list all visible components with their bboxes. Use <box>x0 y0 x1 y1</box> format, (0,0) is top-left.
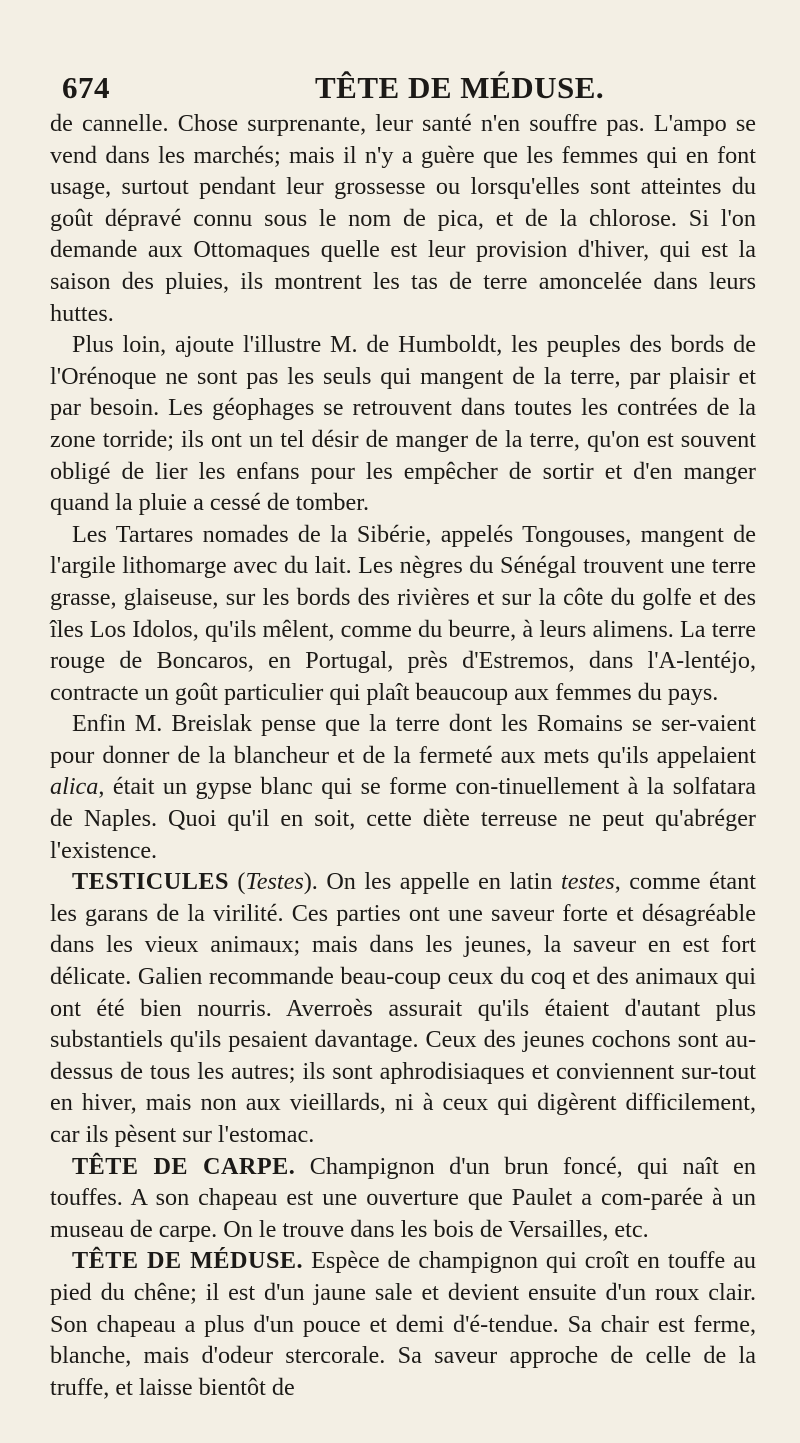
entry-headword: TESTICULES <box>72 868 229 896</box>
paragraph-text: Espèce de champignon qui croît en touffe au pied du chêne; il est d'un jaune sale et devient ensuite d'un roux clair. Son chapeau a plus d'un pouce et demi d'é-tendue. Sa chair est ferme, blanche, mais d'odeur stercorale. Sa saveur approche de celle de la truffe, et laisse bientôt de <box>50 1247 756 1401</box>
paragraph-ottomaques <box>50 108 756 329</box>
paragraph-text: On les appelle en latin <box>326 868 561 896</box>
latin-term: Testes <box>245 868 304 896</box>
italic-term: alica <box>50 773 99 801</box>
entry-tete-de-meduse <box>50 1245 756 1403</box>
paragraph-text: Plus loin, ajoute l'illustre M. de Humboldt, les peuples des bords de l'Orénoque ne sont pas les seuls qui mangent de la terre, par plaisir et par besoin. Les géophages se retrouvent dans toutes les contrées de la zone torride; ils ont un tel désir de manger de la terre, qu'on est souvent obligé de lier les enfans pour les empêcher de sortir et d'en manger quand la pluie a cessé de tomber. <box>50 331 756 517</box>
italic-term: testes <box>560 868 615 896</box>
punctuation: ). <box>303 868 327 896</box>
article-body <box>50 108 756 1403</box>
paragraph-text: de cannelle. Chose surprenante, leur santé n'en souffre pas. L'ampo se vend dans les marchés; mais il n'y a guère que les femmes qui en font usage, surtout pendant leur grossesse ou lorsqu'elles sont atteintes du goût dépravé connu sous le nom de pica, et de la chlorose. Si l'on demande aux Ottomaques quelle est leur provision d'hiver, qui est la saison des pluies, ils montrent les tas de terre amoncelée dans leurs huttes. <box>50 110 756 327</box>
paragraph-text: Enfin M. Breislak pense que la terre dont les Romains se ser-vaient pour donner de la blancheur et de la fermeté aux mets qu'ils appelaient <box>50 710 756 769</box>
punctuation: ( <box>228 868 246 896</box>
entry-headword: TÊTE DE MÉDUSE. <box>72 1247 304 1275</box>
page-number: 674 <box>62 70 110 105</box>
paragraph-tartares <box>50 519 756 709</box>
paragraph-text: Champignon d'un brun foncé, qui naît en touffes. A son chapeau est une ouverture que Paulet a com-parée à un museau de carpe. On le trouve dans les bois de Versailles, etc. <box>50 1152 756 1243</box>
paragraph-breislak <box>50 708 756 866</box>
entry-tete-de-carpe <box>50 1151 756 1246</box>
entry-headword: TÊTE DE CARPE. <box>72 1152 296 1180</box>
paragraph-text: , était un gypse blanc qui se forme con-tinuellement à la solfatara de Naples. Quoi qu'il en soit, cette diète terreuse ne peut qu'abréger l'existence. <box>50 773 756 864</box>
running-head <box>50 70 756 106</box>
running-title: TÊTE DE MÉDUSE. <box>315 70 605 105</box>
entry-testicules <box>50 866 756 1150</box>
paragraph-humboldt <box>50 329 756 519</box>
paragraph-text: , comme étant les garans de la virilité. Ces parties ont une saveur forte et désagréable dans les vieux animaux; mais dans les jeunes, la saveur en est fort délicate. Galien recommande beau-coup ceux du coq et des animaux qui ont été bien nourris. Averroès assurait qu'ils étaient d'autant plus substantiels qu'ils pesaient davantage. Ceux des jeunes cochons sont au-dessus de tous les autres; ils sont aphrodisiaques et conviennent sur-tout en hiver, mais non aux vieillards, ni à ceux qui digèrent difficilement, car ils pèsent sur l'estomac. <box>50 868 756 1148</box>
paragraph-text: Les Tartares nomades de la Sibérie, appelés Tongouses, mangent de l'argile lithomarge avec du lait. Les nègres du Sénégal trouvent une terre grasse, glaiseuse, sur les bords des rivières et sur la côte du golfe et des îles Los Idolos, qu'ils mêlent, comme du beurre, à leurs alimens. La terre rouge de Boncaros, en Portugal, près d'Estremos, dans l'A-lentéjo, contracte un goût particulier qui plaît beaucoup aux femmes du pays. <box>50 520 756 706</box>
